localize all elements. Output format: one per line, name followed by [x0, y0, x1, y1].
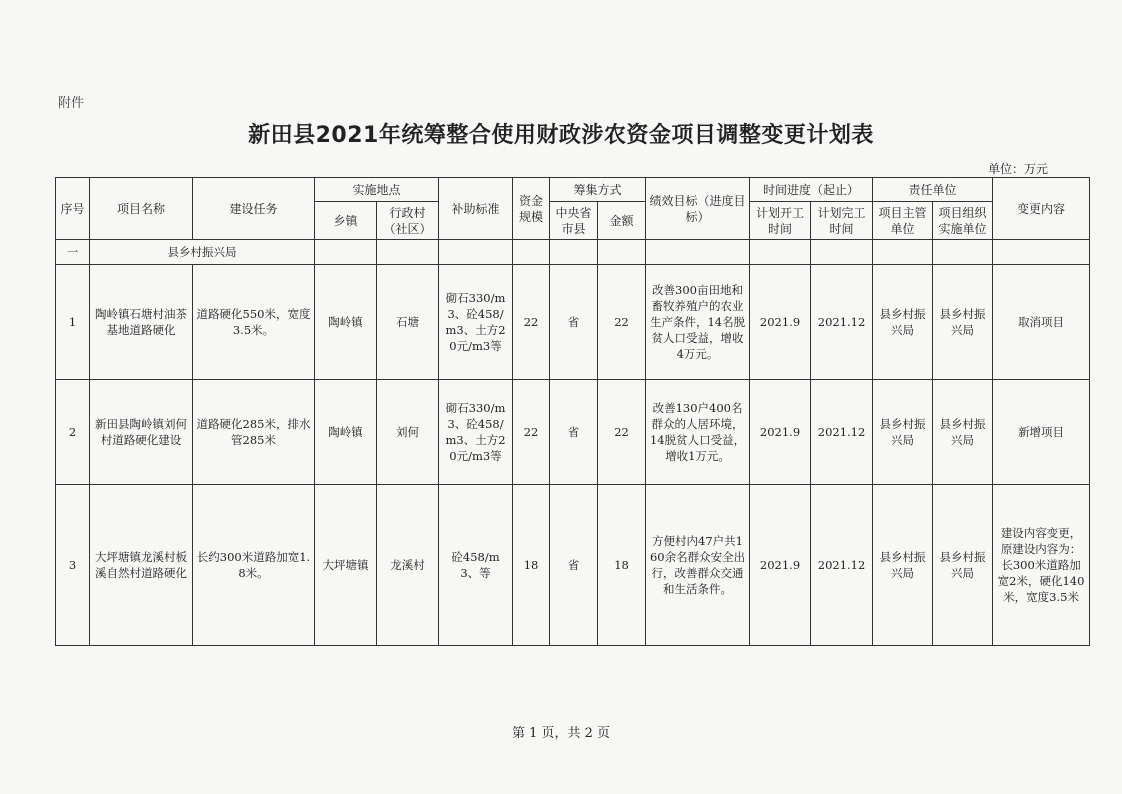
cell-name: 大坪塘镇龙溪村板溪自然村道路硬化 — [90, 485, 193, 646]
cell-name: 陶岭镇石塘村油茶基地道路硬化 — [90, 265, 193, 380]
cell-task: 道路硬化550米，宽度3.5米。 — [193, 265, 315, 380]
cell-dept: 县乡村振兴局 — [873, 265, 933, 380]
unit-label: 单位：万元 — [988, 162, 1049, 176]
cell-seq: 1 — [56, 265, 90, 380]
cell-subsidy: 砌石330/m3、砼458/m3、土方20元/m3等 — [439, 380, 513, 485]
cell-change: 新增项目 — [993, 380, 1090, 485]
cell-amount: 18 — [598, 485, 646, 646]
cell-dept: 县乡村振兴局 — [873, 485, 933, 646]
empty-cell — [439, 240, 513, 265]
cell-subsidy: 砼458/m3、等 — [439, 485, 513, 646]
cell-seq: 3 — [56, 485, 90, 646]
cell-amount: 22 — [598, 380, 646, 485]
cell-start: 2021.9 — [750, 265, 811, 380]
header-subsidy: 补助标准 — [439, 178, 513, 240]
empty-cell — [513, 240, 550, 265]
cell-change: 建设内容变更，原建设内容为：长300米道路加宽2米，硬化140米，宽度3.5米 — [993, 485, 1090, 646]
cell-impl: 县乡村振兴局 — [933, 265, 993, 380]
cell-impl: 县乡村振兴局 — [933, 380, 993, 485]
header-town: 乡镇 — [315, 202, 377, 240]
header-start: 计划开工时间 — [750, 202, 811, 240]
cell-village: 石塘 — [377, 265, 439, 380]
table-row — [56, 380, 1090, 485]
header-scale: 资金规模 — [513, 178, 550, 240]
header-schedule: 时间进度（起止） — [750, 178, 873, 202]
cell-name: 新田县陶岭镇刘何村道路硬化建设 — [90, 380, 193, 485]
empty-cell — [811, 240, 873, 265]
header-amount: 金额 — [598, 202, 646, 240]
annex-label: 附件 — [58, 96, 85, 111]
cell-town: 大坪塘镇 — [315, 485, 377, 646]
header-row-1 — [56, 178, 1090, 202]
cell-change: 取消项目 — [993, 265, 1090, 380]
section-name: 县乡村振兴局 — [90, 240, 315, 265]
cell-end: 2021.12 — [811, 485, 873, 646]
cell-town: 陶岭镇 — [315, 265, 377, 380]
plan-table — [55, 177, 1090, 646]
cell-village: 龙溪村 — [377, 485, 439, 646]
header-name: 项目名称 — [90, 178, 193, 240]
page-title: 新田县2021年统筹整合使用财政涉农资金项目调整变更计划表 — [248, 123, 874, 148]
cell-goal: 改善130户400名群众的人居环境，14脱贫人口受益，增收1万元。 — [646, 380, 750, 485]
cell-central: 省 — [550, 380, 598, 485]
header-location: 实施地点 — [315, 178, 439, 202]
header-task: 建设任务 — [193, 178, 315, 240]
table-row — [56, 485, 1090, 646]
empty-cell — [315, 240, 377, 265]
header-goal: 绩效目标（进度目标） — [646, 178, 750, 240]
cell-task: 长约300米道路加宽1.8米。 — [193, 485, 315, 646]
page-footer: 第 1 页，共 2 页 — [511, 726, 611, 741]
header-end: 计划完工时间 — [811, 202, 873, 240]
cell-task: 道路硬化285米，排水管285米 — [193, 380, 315, 485]
header-central: 中央省市县 — [550, 202, 598, 240]
section-row — [56, 240, 1090, 265]
empty-cell — [598, 240, 646, 265]
cell-impl: 县乡村振兴局 — [933, 485, 993, 646]
section-seq: 一 — [56, 240, 90, 265]
cell-central: 省 — [550, 485, 598, 646]
cell-village: 刘何 — [377, 380, 439, 485]
cell-dept: 县乡村振兴局 — [873, 380, 933, 485]
empty-cell — [993, 240, 1090, 265]
cell-end: 2021.12 — [811, 265, 873, 380]
header-dept: 项目主管单位 — [873, 202, 933, 240]
empty-cell — [646, 240, 750, 265]
cell-scale: 22 — [513, 265, 550, 380]
cell-start: 2021.9 — [750, 485, 811, 646]
empty-cell — [750, 240, 811, 265]
cell-scale: 22 — [513, 380, 550, 485]
header-responsible: 责任单位 — [873, 178, 993, 202]
cell-goal: 改善300亩田地和畜牧养殖户的农业生产条件，14名脱贫人口受益，增收4万元。 — [646, 265, 750, 380]
cell-central: 省 — [550, 265, 598, 380]
header-seq: 序号 — [56, 178, 90, 240]
cell-scale: 18 — [513, 485, 550, 646]
cell-seq: 2 — [56, 380, 90, 485]
cell-amount: 22 — [598, 265, 646, 380]
header-impl: 项目组织实施单位 — [933, 202, 993, 240]
cell-town: 陶岭镇 — [315, 380, 377, 485]
empty-cell — [873, 240, 933, 265]
cell-goal: 方便村内47户共160余名群众安全出行，改善群众交通和生活条件。 — [646, 485, 750, 646]
header-funding: 筹集方式 — [550, 178, 646, 202]
cell-start: 2021.9 — [750, 380, 811, 485]
empty-cell — [933, 240, 993, 265]
cell-subsidy: 砌石330/m3、砼458/m3、土方20元/m3等 — [439, 265, 513, 380]
table-row — [56, 265, 1090, 380]
empty-cell — [377, 240, 439, 265]
header-village: 行政村（社区） — [377, 202, 439, 240]
header-change: 变更内容 — [993, 178, 1090, 240]
cell-end: 2021.12 — [811, 380, 873, 485]
empty-cell — [550, 240, 598, 265]
